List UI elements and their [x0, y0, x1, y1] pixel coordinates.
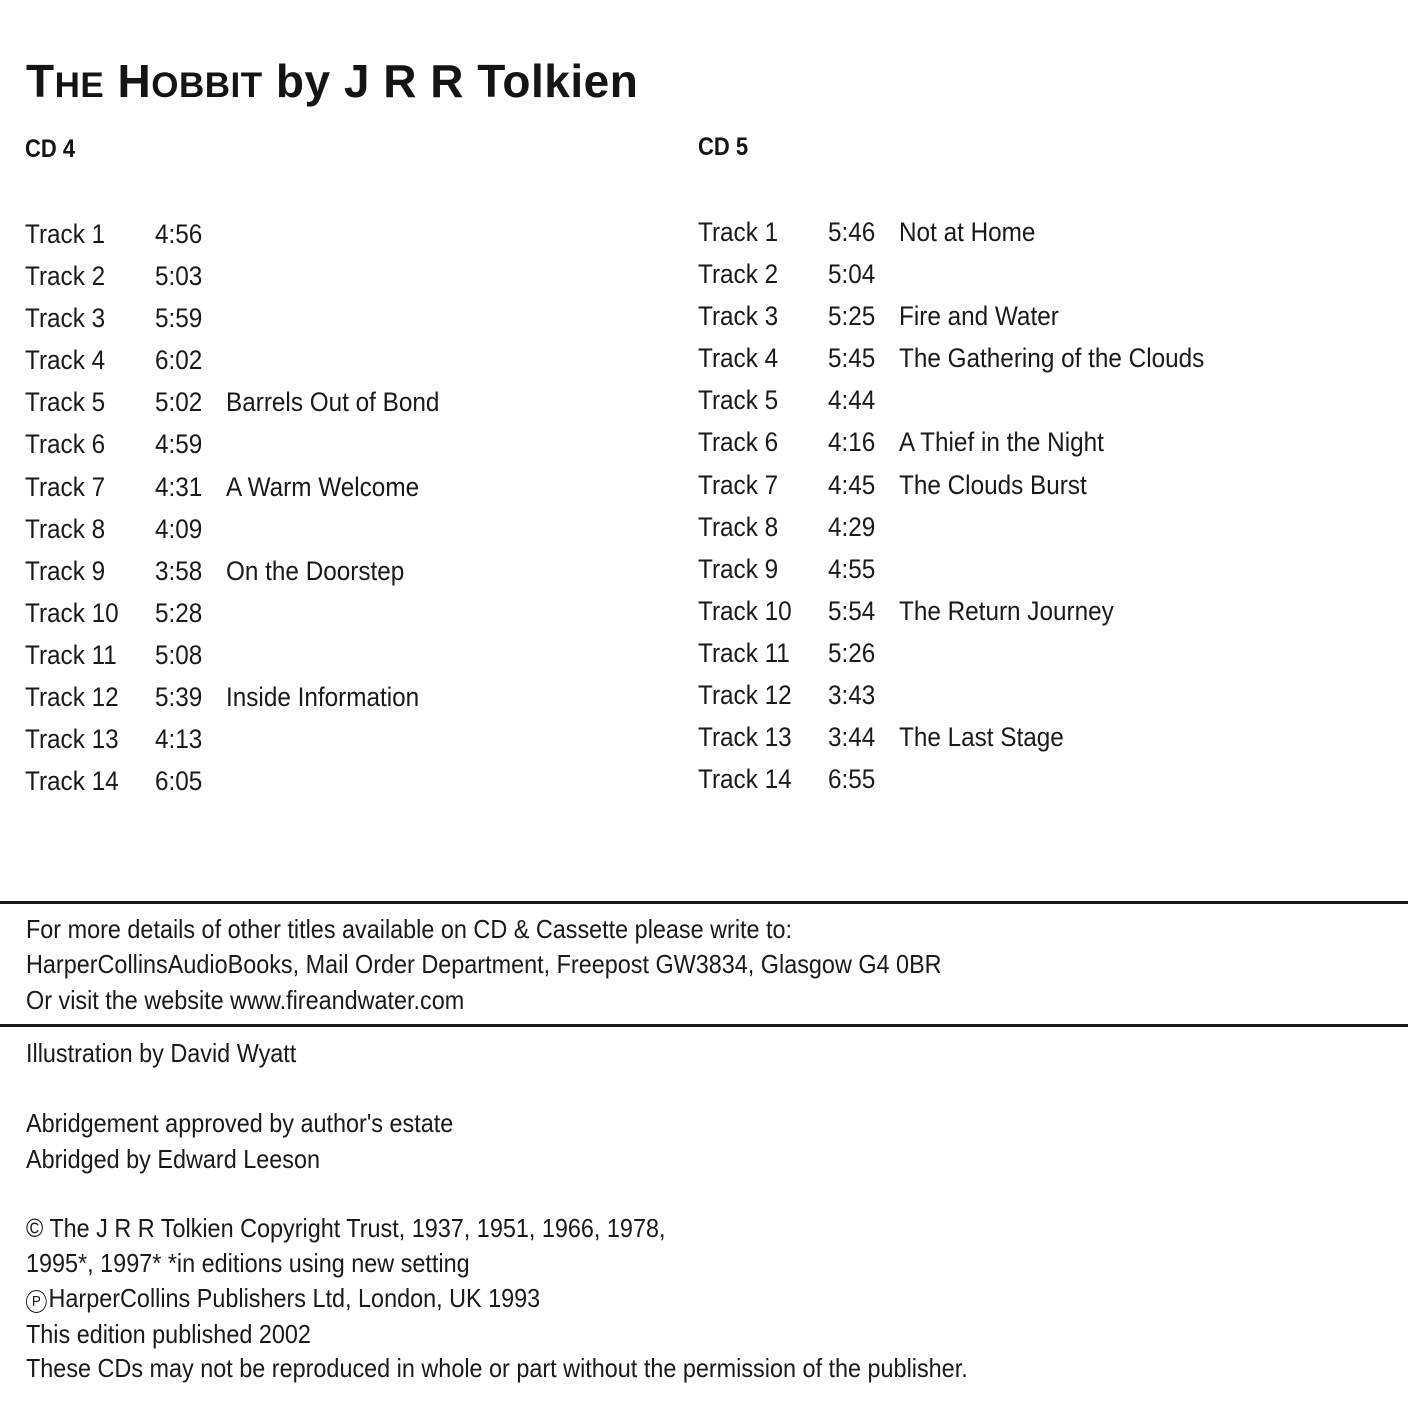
track-name: Track 8 — [698, 511, 779, 542]
track-row — [25, 381, 665, 423]
track-row — [25, 339, 665, 381]
cd4-track-list — [25, 213, 665, 802]
track-duration: 4:59 — [155, 429, 203, 460]
track-duration: 5:25 — [828, 301, 876, 332]
track-duration: 3:44 — [828, 722, 876, 753]
chapter-title: Fire and Water — [899, 301, 1059, 332]
track-name: Track 10 — [698, 595, 792, 626]
track-name: Track 6 — [25, 429, 106, 460]
cd5-heading: CD 5 — [698, 133, 749, 161]
track-name: Track 9 — [25, 555, 106, 586]
track-row — [25, 255, 665, 297]
track-row — [25, 676, 665, 718]
track-row — [698, 716, 1378, 758]
track-name: Track 12 — [25, 682, 119, 713]
track-duration: 5:26 — [828, 637, 876, 668]
track-name: Track 2 — [698, 259, 779, 290]
track-row — [698, 548, 1378, 590]
track-name: Track 1 — [25, 219, 106, 249]
track-name: Track 1 — [698, 217, 779, 247]
track-row — [698, 295, 1378, 337]
track-name: Track 4 — [698, 343, 779, 374]
track-duration: 6:55 — [828, 764, 876, 795]
track-duration: 3:43 — [828, 680, 876, 711]
track-name: Track 8 — [25, 513, 106, 544]
track-name: Track 6 — [698, 427, 779, 458]
chapter-title: The Clouds Burst — [899, 469, 1087, 500]
copyright-text-1: The J R R Tolkien Copyright Trust, 1937, 1951, 1966, 1978, — [49, 1213, 666, 1243]
track-duration: 4:45 — [828, 469, 876, 500]
track-row — [25, 297, 665, 339]
phonogram-line — [26, 1281, 540, 1316]
track-row — [25, 466, 665, 508]
track-name: Track 14 — [698, 764, 792, 795]
phonogram-text: HarperCollins Publishers Ltd, London, UK 1993 — [48, 1283, 541, 1313]
chapter-title: The Gathering of the Clouds — [899, 343, 1205, 374]
track-duration: 4:56 — [155, 219, 203, 249]
track-name: Track 5 — [25, 387, 106, 418]
page-title — [26, 54, 638, 108]
track-duration: 5:54 — [828, 595, 876, 626]
chapter-title: Inside Information — [226, 682, 420, 713]
track-duration: 5:59 — [155, 303, 203, 334]
track-name: Track 3 — [698, 301, 779, 332]
track-name: Track 14 — [25, 766, 119, 797]
chapter-title: The Return Journey — [899, 595, 1114, 626]
track-row — [25, 718, 665, 760]
track-name: Track 13 — [698, 722, 792, 753]
copyright-symbol: © — [26, 1213, 44, 1243]
track-name: Track 7 — [25, 471, 106, 502]
track-name: Track 7 — [698, 469, 779, 500]
track-row — [25, 592, 665, 634]
copyright-line-1 — [26, 1211, 665, 1246]
abridged-by: Abridged by Edward Leeson — [26, 1144, 321, 1174]
track-duration: 5:28 — [155, 597, 203, 628]
track-row — [698, 337, 1378, 379]
reproduction-notice: These CDs may not be reproduced in whole or part without the permission of the publisher. — [26, 1353, 968, 1383]
track-duration: 5:46 — [828, 217, 876, 247]
track-duration: 4:55 — [828, 553, 876, 584]
cd5-track-list — [698, 211, 1378, 800]
track-duration: 3:58 — [155, 555, 203, 586]
track-row — [698, 253, 1378, 295]
track-duration: 5:08 — [155, 639, 203, 670]
chapter-title: The Last Stage — [899, 722, 1064, 753]
chapter-title: Barrels Out of Bond — [226, 387, 440, 418]
track-duration: 4:31 — [155, 471, 203, 502]
title-hobbit-rest: OBBIT — [151, 66, 263, 105]
track-duration: 5:02 — [155, 387, 203, 418]
track-name: Track 9 — [698, 553, 779, 584]
track-duration: 6:02 — [155, 345, 203, 376]
chapter-title: On the Doorstep — [226, 555, 405, 586]
ordering-address: HarperCollinsAudioBooks, Mail Order Department, Freepost GW3834, Glasgow G4 0BR — [26, 949, 942, 979]
track-duration: 4:44 — [828, 385, 876, 416]
track-name: Track 3 — [25, 303, 106, 334]
cd4-heading: CD 4 — [25, 135, 76, 163]
track-row — [25, 550, 665, 592]
track-row — [698, 632, 1378, 674]
ordering-line-1: For more details of other titles available on CD & Cassette please write to: — [26, 914, 793, 944]
track-row — [25, 423, 665, 465]
track-name: Track 12 — [698, 680, 792, 711]
track-name: Track 10 — [25, 597, 119, 628]
track-row — [25, 760, 665, 802]
chapter-title: A Thief in the Night — [899, 427, 1104, 458]
track-name: Track 4 — [25, 345, 106, 376]
copyright-line-2: 1995*, 1997* *in editions using new setting — [26, 1248, 470, 1278]
ordering-website: Or visit the website www.fireandwater.com — [26, 985, 465, 1015]
chapter-title: A Warm Welcome — [226, 471, 420, 502]
divider-bottom — [0, 1024, 1408, 1027]
track-row — [698, 506, 1378, 548]
track-row — [698, 464, 1378, 506]
track-row — [698, 674, 1378, 716]
track-row — [698, 758, 1378, 800]
track-duration: 4:29 — [828, 511, 876, 542]
track-row — [698, 211, 1378, 253]
track-name: Track 2 — [25, 261, 106, 292]
title-author: by J R R Tolkien — [275, 55, 639, 107]
phonogram-symbol: P — [26, 1290, 47, 1313]
divider-top — [0, 901, 1408, 904]
track-row — [698, 379, 1378, 421]
title-the-initial: T — [26, 55, 55, 107]
track-name: Track 5 — [698, 385, 779, 416]
chapter-title: Not at Home — [899, 217, 1036, 247]
illustration-credit: Illustration by David Wyatt — [26, 1038, 297, 1068]
track-row — [25, 508, 665, 550]
track-row — [698, 421, 1378, 463]
track-duration: 5:45 — [828, 343, 876, 374]
track-row — [25, 634, 665, 676]
edition-note: This edition published 2002 — [26, 1319, 311, 1349]
track-duration: 5:39 — [155, 682, 203, 713]
track-name: Track 11 — [698, 637, 790, 668]
track-row — [698, 590, 1378, 632]
track-duration: 4:16 — [828, 427, 876, 458]
track-name: Track 13 — [25, 724, 119, 755]
title-hobbit-initial: H — [117, 55, 152, 107]
track-duration: 4:13 — [155, 724, 203, 755]
track-row — [25, 213, 665, 255]
track-duration: 4:09 — [155, 513, 203, 544]
track-duration: 5:04 — [828, 259, 876, 290]
track-duration: 5:03 — [155, 261, 203, 292]
track-duration: 6:05 — [155, 766, 203, 797]
abridgement-note: Abridgement approved by author's estate — [26, 1108, 454, 1138]
track-name: Track 11 — [25, 639, 117, 670]
title-the-rest: HE — [54, 66, 105, 105]
